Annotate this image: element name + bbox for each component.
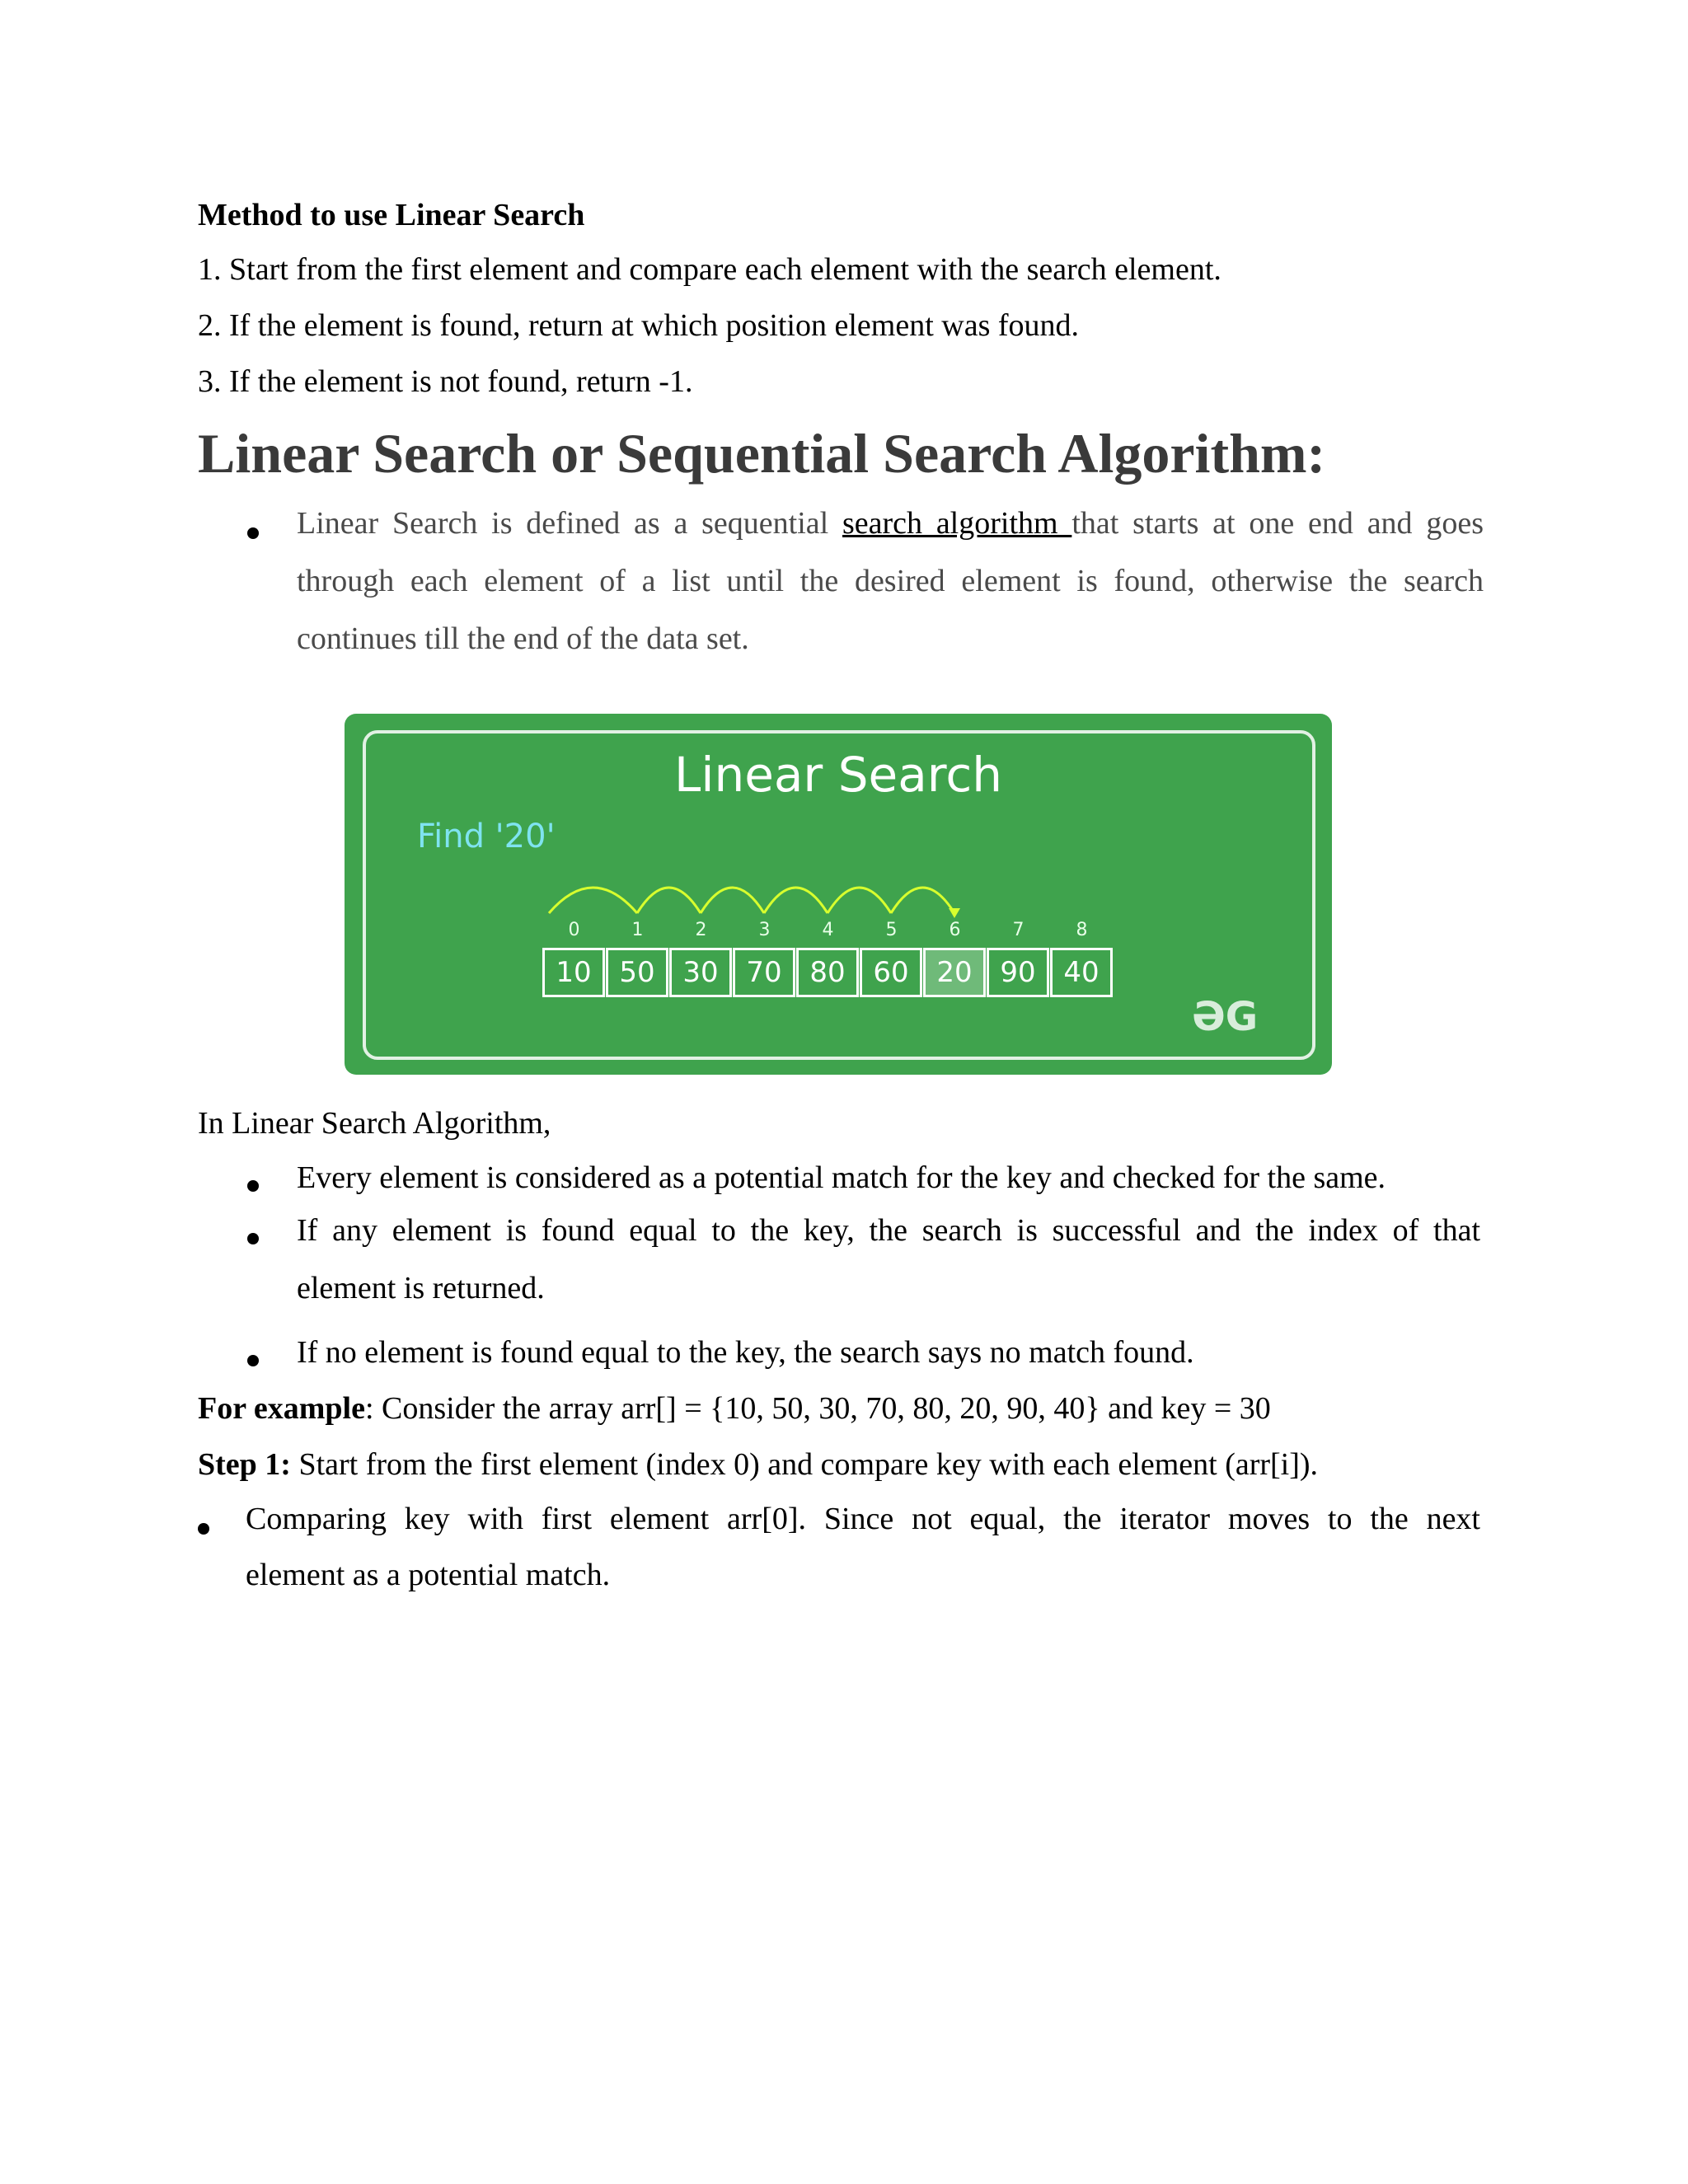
- method-heading: Method to use Linear Search: [198, 198, 585, 232]
- step-1-label: Step 1:: [198, 1447, 291, 1482]
- definition-line-3: continues till the end of the data set.: [297, 621, 749, 656]
- bullet-dot: [247, 1180, 259, 1192]
- array-index-label: 6: [949, 920, 961, 940]
- array-index-label: 7: [1012, 920, 1025, 940]
- array-cell: 40: [1050, 948, 1113, 997]
- array-cell: 80: [796, 948, 859, 997]
- array-index-label: 1: [631, 920, 644, 940]
- example-line: [198, 1390, 1271, 1427]
- array-cell: 90: [987, 948, 1049, 997]
- jump-arc: [828, 888, 891, 913]
- arrow-head: [949, 908, 960, 918]
- algorithm-bullet-1: Every element is considered as a potential match for the key and checked for the same.: [297, 1160, 1386, 1195]
- method-step-3: 3. If the element is not found, return -1.: [198, 364, 693, 399]
- array-index-label: 8: [1076, 920, 1088, 940]
- algorithm-bullet-2-line-1: If any element is found equal to the key, the search is successful and the index of that: [297, 1213, 1480, 1248]
- linear-search-figure: [345, 714, 1332, 1075]
- jump-arc: [891, 888, 954, 913]
- example-label: For example: [198, 1391, 365, 1426]
- algorithm-intro: In Linear Search Algorithm,: [198, 1106, 551, 1141]
- example-bullet-line-1: Comparing key with first element arr[0]. Since not equal, the iterator moves to the next: [246, 1502, 1480, 1536]
- jump-arc: [549, 888, 637, 913]
- array-cell: 10: [542, 948, 605, 997]
- bullet-dot: [247, 1233, 259, 1244]
- figure-title: Linear Search: [674, 747, 1002, 803]
- jump-arc: [701, 888, 764, 913]
- gfg-logo: ƏG: [1192, 994, 1259, 1040]
- array-row: [542, 948, 1114, 997]
- definition-line-2: through each element of a list until the desired element is found, otherwise the search: [297, 564, 1484, 598]
- definition-line-1: [297, 504, 1484, 542]
- definition-text: Linear Search is defined as a sequential: [297, 506, 842, 541]
- algorithm-bullet-2-line-2: element is returned.: [297, 1271, 545, 1305]
- index-row: [542, 920, 1114, 940]
- example-text: : Consider the array arr[] = {10, 50, 30, 70, 80, 20, 90, 40} and key = 30: [364, 1391, 1271, 1426]
- find-label: Find '20': [417, 818, 556, 855]
- search-arrows: [345, 714, 1332, 1075]
- array-index-label: 0: [568, 920, 580, 940]
- array-cell: 60: [860, 948, 922, 997]
- array-index-label: 4: [822, 920, 834, 940]
- step-1-text: Start from the first element (index 0) and compare key with each element (arr[i]).: [290, 1447, 1319, 1482]
- array-cell: 30: [669, 948, 732, 997]
- bullet-dot: [198, 1523, 209, 1535]
- algorithm-bullet-3: If no element is found equal to the key, the search says no match found.: [297, 1335, 1194, 1370]
- jump-arc: [764, 888, 828, 913]
- example-bullet-line-2: element as a potential match.: [246, 1558, 611, 1592]
- array-cell: 20: [923, 948, 986, 997]
- array-index-label: 3: [758, 920, 771, 940]
- array-index-label: 2: [695, 920, 707, 940]
- arc-group: [549, 888, 960, 918]
- bullet-dot: [247, 527, 259, 539]
- method-step-2: 2. If the element is found, return at which position element was found.: [198, 308, 1080, 343]
- definition-text: that starts at one end and goes: [1071, 506, 1484, 541]
- bullet-dot: [247, 1355, 259, 1366]
- search-algorithm-link[interactable]: search algorithm: [842, 506, 1072, 541]
- array-cell: 70: [733, 948, 795, 997]
- jump-arc: [637, 888, 701, 913]
- array-cell: 50: [606, 948, 668, 997]
- section-title: Linear Search or Sequential Search Algorithm:: [198, 422, 1326, 485]
- step-1-line: [198, 1446, 1318, 1483]
- method-step-1: 1. Start from the first element and compare each element with the search element.: [198, 252, 1221, 287]
- array-index-label: 5: [885, 920, 898, 940]
